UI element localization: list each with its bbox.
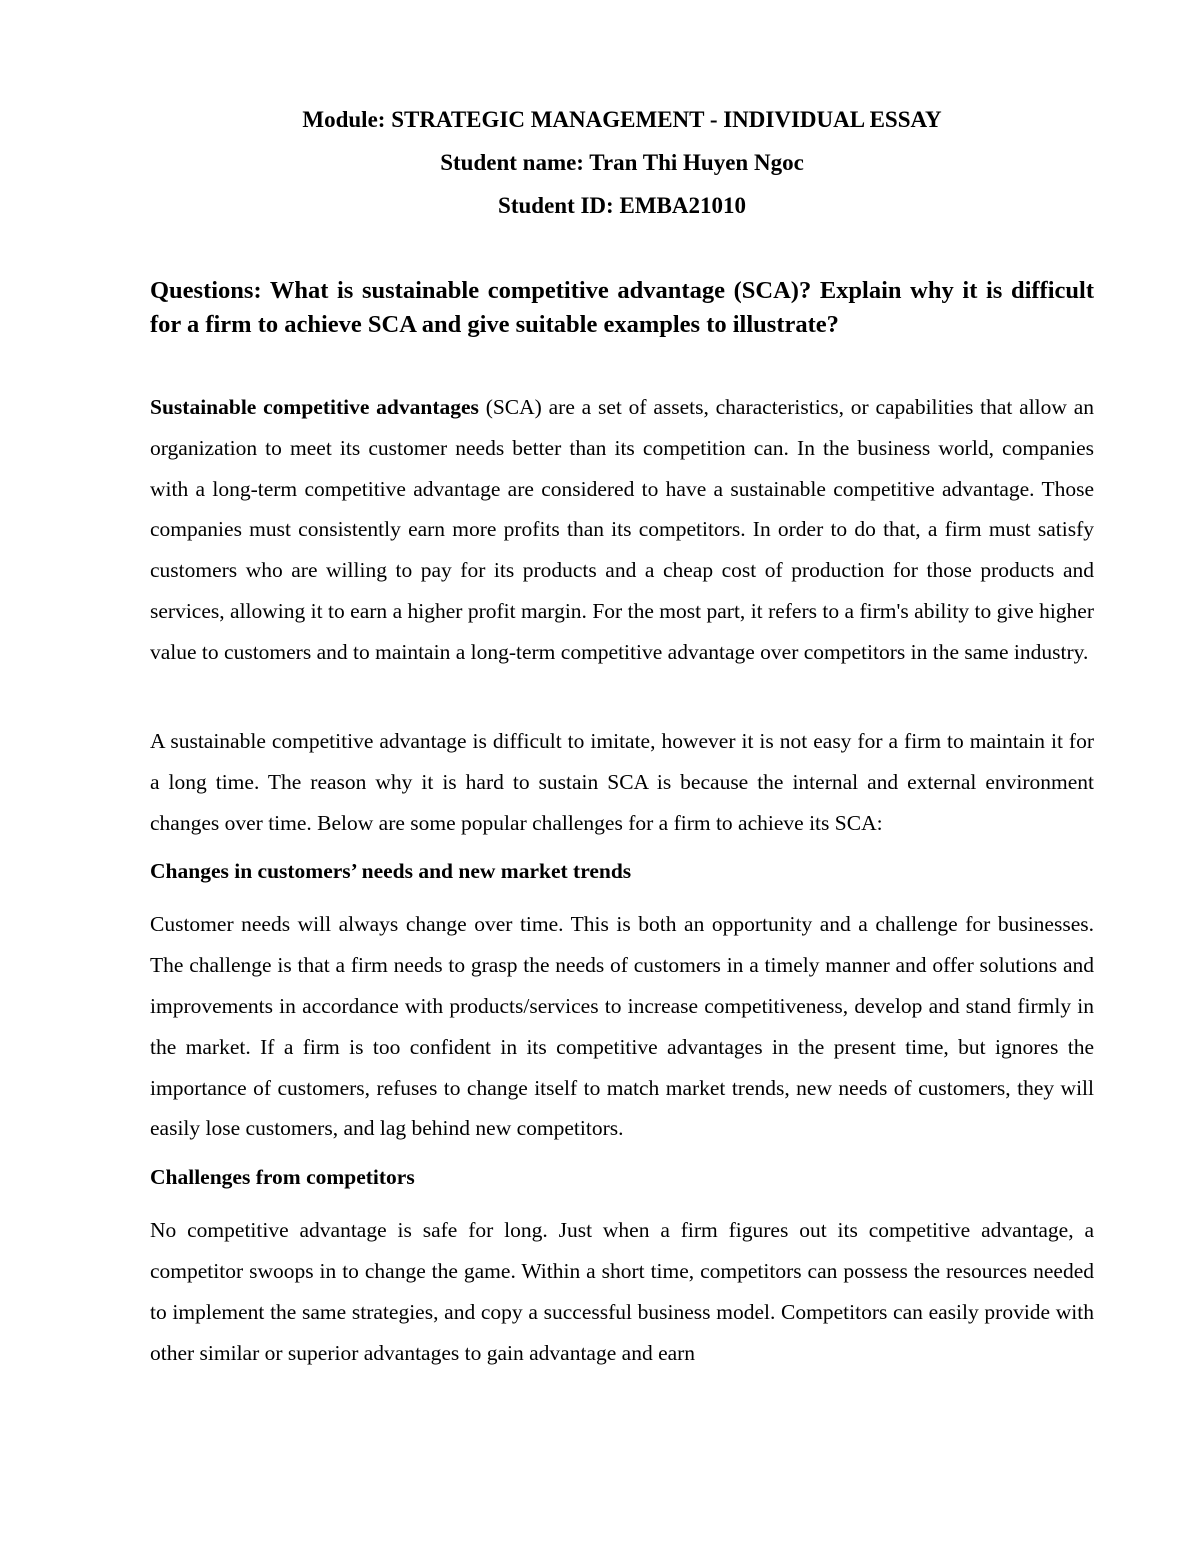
section-heading-customer-needs: Changes in customers’ needs and new market trends [150,859,632,884]
section-heading-competitors: Challenges from competitors [150,1165,415,1190]
student-id: Student ID: EMBA21010 [498,193,746,218]
essay-question: Questions: What is sustainable competitive advantage (SCA)? Explain why it is difficult for a firm to achieve SCA and give suitable examples to illustrate? [150,277,1094,338]
intro-paragraph: A sustainable competitive advantage is difficult to imitate, however it is not easy for a firm to maintain it for a long time. The reason why it is hard to sustain SCA is because the internal and external environment changes over time. Below are some popular challenges for a firm to achieve its SCA: [150,729,1094,835]
section-text-competitors: No competitive advantage is safe for long. Just when a firm figures out its competitive advantage, a competitor swoops in to change the game. Within a short time, competitors can possess the resources needed to implement the same strategies, and copy a successful business model. Competitors can easily provide with other similar or superior advantages to gain advantage and earn [150,1218,1094,1365]
student-name: Student name: Tran Thi Huyen Ngoc [440,150,804,175]
definition-term: Sustainable competitive advantages [150,395,479,419]
definition-paragraph [150,387,1094,681]
document-header [150,98,1094,227]
definition-text: (SCA) are a set of assets, characteristics, or capabilities that allow an organization to meet its customer needs better than its competition can. In the business world, companies with a long-term competitive advantage are considered to have a sustainable competitive advantage. Those companies must consistently earn more profits than its competitors. In order to do that, a firm must satisfy customers who are willing to pay for its products and a cheap cost of production for those products and services, allowing it to earn a higher profit margin. For the most part, it refers to a firm's ability to give higher value to customers and to maintain a long-term competitive advantage over competitors in the same industry. [150,395,1094,664]
module-title: Module: STRATEGIC MANAGEMENT - INDIVIDUAL ESSAY [302,107,942,132]
section-text-customer-needs: Customer needs will always change over time. This is both an opportunity and a challenge for businesses. The challenge is that a firm needs to grasp the needs of customers in a timely manner and offer solutions and improvements in accordance with products/services to increase competitiveness, develop and stand firmly in the market. If a firm is too confident in its competitive advantages in the present time, but ignores the importance of customers, refuses to change itself to match market trends, new needs of customers, they will easily lose customers, and lag behind new competitors. [150,912,1094,1141]
essay-body [150,721,1094,1381]
